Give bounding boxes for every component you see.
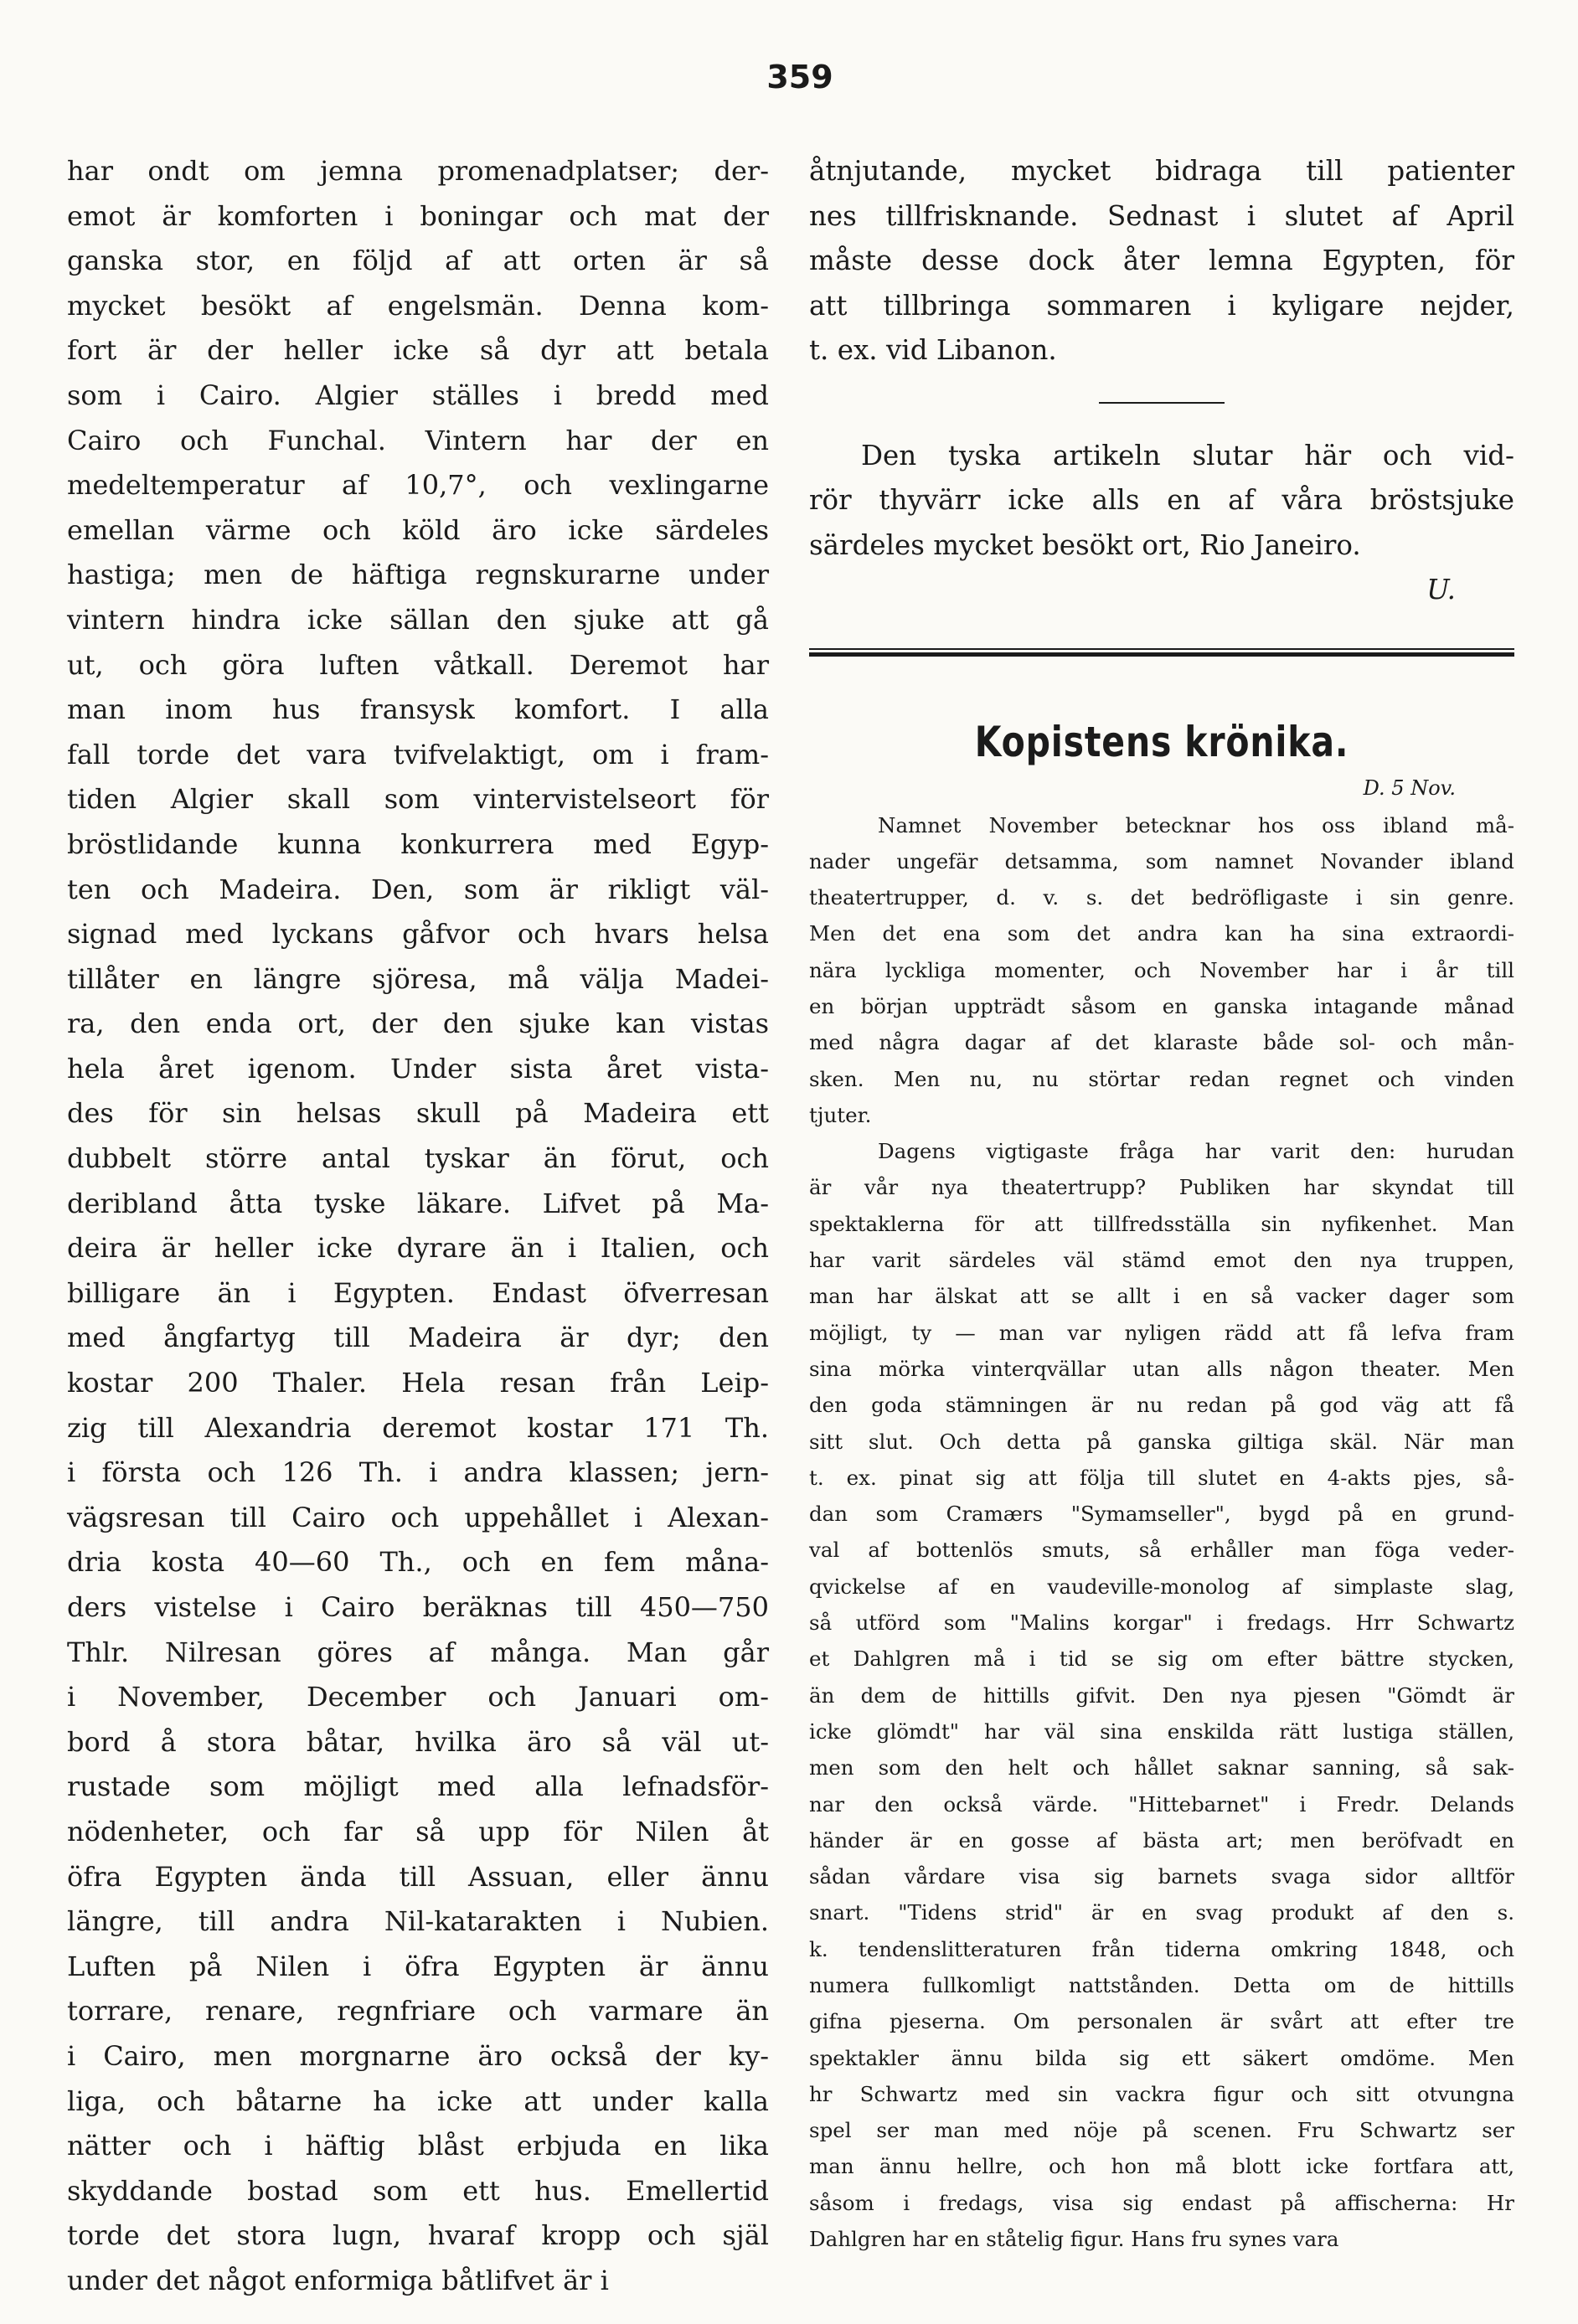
text-line: tiden Algier skall som vintervistelseort för <box>67 783 769 816</box>
text-line: som i Cairo. Algier ställes i bredd med <box>67 379 769 411</box>
text-line: mycket besökt af engelsmän. Denna kom- <box>67 289 769 322</box>
text-line: skyddande bostad som ett hus. Emellertid <box>67 2174 769 2207</box>
text-line: dubbelt större antal tyskar än förut, och <box>67 1142 769 1175</box>
page-number: 359 <box>766 59 833 95</box>
right-column <box>809 149 1514 2257</box>
text-line: nära lyckliga momenter, och November har i år till <box>809 957 1514 982</box>
text-line: hastiga; men de häftiga regnskurarne under <box>67 559 769 591</box>
text-line: kostar 200 Thaler. Hela resan från Leip- <box>67 1367 769 1399</box>
text-line: signad med lyckans gåfvor och hvars helsa <box>67 918 769 951</box>
text-line: ra, den enda ort, der den sjuke kan vistas <box>67 1007 769 1040</box>
text-line: fort är der heller icke så dyr att betala <box>67 334 769 367</box>
text-line: under det något enformiga båtlifvet är i <box>67 2264 609 2296</box>
text-line: gifna pjeserna. Om personalen är svårt att efter tre <box>809 2009 1514 2034</box>
text-line: emot är komforten i boningar och mat der <box>67 199 769 232</box>
signature: U. <box>1426 574 1456 605</box>
text-line: theatertrupper, d. v. s. det bedröfligaste i sin genre. <box>809 885 1514 910</box>
text-line: sina mörka vinterqvällar utan alls någon theater. Men <box>809 1356 1514 1381</box>
text-line: et Dahlgren må i tid se sig om efter bättre stycken, <box>809 1646 1514 1672</box>
text-line: ganska stor, en följd af att orten är så <box>67 245 769 277</box>
text-line: har varit särdeles väl stämd emot den nya truppen, <box>809 1248 1514 1273</box>
section-divider <box>809 648 1514 657</box>
text-line: Thlr. Nilresan göres af många. Man går <box>67 1636 769 1668</box>
text-line: bröstlidande kunna konkurrera med Egyp- <box>67 827 769 860</box>
text-line: nes tillfrisknande. Sednast i slutet af April <box>809 199 1514 232</box>
text-line: nader ungefär detsamma, som namnet Novander ibland <box>809 848 1514 873</box>
text-line: k. tendenslitteraturen från tiderna omkring 1848, och <box>809 1936 1514 1961</box>
text-line: deribland åtta tyske läkare. Lifvet på Ma- <box>67 1187 769 1219</box>
text-line: möjligt, ty — man var nyligen rädd att få lefva fram <box>809 1320 1514 1345</box>
text-line: icke glömdt" har väl sina enskilda rätt lustiga ställen, <box>809 1719 1514 1744</box>
text-line: billigare än i Egypten. Endast öfverresan <box>67 1276 769 1309</box>
text-line: spektakler ännu bilda sig ett säkert omdöme. Men <box>809 2045 1514 2070</box>
text-line: sådan vårdare visa sig barnets svaga sidor alltför <box>809 1864 1514 1889</box>
text-line: hr Schwartz med sin vackra figur och sitt otvungna <box>809 2081 1514 2106</box>
text-line: Dahlgren har en ståtelig figur. Hans fru synes vara <box>809 2227 1339 2252</box>
text-line: hela året igenom. Under sista året vista- <box>67 1052 769 1085</box>
text-line: Cairo och Funchal. Vintern har der en <box>67 424 769 456</box>
text-line: ten och Madeira. Den, som är rikligt väl- <box>67 873 769 905</box>
text-line: såsom i fredags, visa sig endast på affischerna: Hr <box>809 2190 1514 2215</box>
text-line: zig till Alexandria deremot kostar 171 Th. <box>67 1411 769 1444</box>
text-line: dan som Cramærs "Symamseller", bygd på en grund- <box>809 1502 1514 1527</box>
chronicle-date: D. 5 Nov. <box>1363 776 1456 800</box>
text-line: händer är en gosse af bästa art; men beröfvadt en <box>809 1827 1514 1853</box>
text-line: med några dagar af det klaraste både sol- och mån- <box>809 1030 1514 1055</box>
text-line: åtnjutande, mycket bidraga till patienter <box>809 155 1514 187</box>
text-line: sken. Men nu, nu störtar redan regnet och vinden <box>809 1066 1514 1091</box>
text-line: i November, December och Januari om- <box>67 1681 769 1713</box>
text-line: man har älskat att se allt i en så vacker dager som <box>809 1284 1514 1309</box>
text-line: vintern hindra icke sällan den sjuke att gå <box>67 603 769 636</box>
text-line: qvickelse af en vaudeville-monolog af simplaste slag, <box>809 1574 1514 1599</box>
left-column <box>67 149 769 2304</box>
text-line: att tillbringa sommaren i kyligare nejder, <box>809 289 1514 322</box>
chronicle-text <box>809 807 1514 2258</box>
text-line: längre, till andra Nil-katarakten i Nubien. <box>67 1905 769 1938</box>
text-line: men som den helt och hållet saknar sanning, så sak- <box>809 1755 1514 1780</box>
text-line: ders vistelse i Cairo beräknas till 450—750 <box>67 1591 769 1623</box>
section-heading: Kopistens krönika. <box>974 717 1349 766</box>
text-line: tjuter. <box>809 1102 872 1127</box>
text-line: nätter och i häftig blåst erbjuda en lika <box>67 2130 769 2162</box>
text-line: öfra Egypten ända till Assuan, eller ännu <box>67 1860 769 1893</box>
text-line: Men det ena som det andra kan ha sina extraordi- <box>809 921 1514 946</box>
text-line: ut, och göra luften våtkall. Deremot har <box>67 648 769 681</box>
text-line: fall torde det vara tvifvelaktigt, om i fram- <box>67 738 769 770</box>
text-line: man inom hus fransysk komfort. I alla <box>67 693 769 726</box>
text-line: nar den också värde. "Hittebarnet" i Fredr. Delands <box>809 1791 1514 1816</box>
text-line: liga, och båtarne ha icke att under kalla <box>67 2084 769 2117</box>
editor-note <box>809 434 1514 569</box>
text-line: med ångfartyg till Madeira är dyr; den <box>67 1322 769 1354</box>
short-divider <box>1099 402 1225 404</box>
text-line: medeltemperatur af 10,7°, och vexlingarne <box>67 469 769 502</box>
text-line: snart. "Tidens strid" är en svag produkt af den s. <box>809 1900 1514 1925</box>
text-line: tillåter en längre sjöresa, må välja Madei- <box>67 962 769 995</box>
text-line: Luften på Nilen i öfra Egypten är ännu <box>67 1950 769 1982</box>
text-line: torrare, renare, regnfriare och varmare än <box>67 1995 769 2028</box>
text-line: i Cairo, men morgnarne äro också der ky- <box>67 2039 769 2072</box>
text-line: särdeles mycket besökt ort, Rio Janeiro. <box>809 528 1361 561</box>
text-line: Dagens vigtigaste fråga har varit den: hurudan <box>878 1139 1514 1164</box>
text-line: sitt slut. Och detta på ganska giltiga skäl. När man <box>809 1429 1514 1454</box>
text-line: val af bottenlös smuts, så erhåller man föga veder- <box>809 1538 1514 1563</box>
text-line: rustade som möjligt med alla lefnadsför- <box>67 1770 769 1803</box>
text-line: är vår nya theatertrupp? Publiken har skyndat till <box>809 1175 1514 1200</box>
text-line: Namnet November betecknar hos oss ibland må- <box>878 812 1514 837</box>
text-line: t. ex. pinat sig att följa till slutet en 4-akts pjes, så- <box>809 1465 1514 1490</box>
text-line: vägsresan till Cairo och uppehållet i Alexan- <box>67 1501 769 1533</box>
text-line: numera fullkomligt nattstånden. Detta om de hittills <box>809 1973 1514 1997</box>
text-line: Den tyska artikeln slutar här och vid- <box>861 439 1514 471</box>
text-line: så utförd som "Malins korgar" i fredags. Hrr Schwartz <box>809 1610 1514 1636</box>
text-line: deira är heller icke dyrare än i Italien, och <box>67 1232 769 1265</box>
text-line: des för sin helsas skull på Madeira ett <box>67 1097 769 1130</box>
text-line: bord å stora båtar, hvilka äro så väl ut- <box>67 1725 769 1758</box>
text-line: än dem de hittills gifvit. Den nya pjesen "Gömdt är <box>809 1682 1514 1708</box>
text-line: torde det stora lugn, hvaraf kropp och själ <box>67 2219 769 2252</box>
text-line: emellan värme och köld äro icke särdeles <box>67 513 769 546</box>
text-line: rör thyvärr icke alls en af våra bröstsjuke <box>809 484 1514 516</box>
text-line: spektaklerna för att tillfredsställa sin nyfikenhet. Man <box>809 1211 1514 1236</box>
text-line: i första och 126 Th. i andra klassen; jern- <box>67 1456 769 1489</box>
text-line: man ännu hellre, och hon må blott icke fortfara att, <box>809 2154 1514 2179</box>
text-line: nödenheter, och far så upp för Nilen åt <box>67 1815 769 1847</box>
intro-paragraph <box>809 149 1514 374</box>
text-line: den goda stämningen är nu redan på god väg att få <box>809 1393 1514 1418</box>
text-line: t. ex. vid Libanon. <box>809 334 1057 366</box>
text-line: spel ser man med nöje på scenen. Fru Schwartz ser <box>809 2118 1514 2143</box>
text-line: har ondt om jemna promenadplatser; der- <box>67 155 769 187</box>
text-line: måste desse dock åter lemna Egypten, för <box>809 245 1514 276</box>
text-line: en början uppträdt såsom en ganska intagande månad <box>809 993 1514 1018</box>
text-line: dria kosta 40—60 Th., och en fem måna- <box>67 1546 769 1579</box>
